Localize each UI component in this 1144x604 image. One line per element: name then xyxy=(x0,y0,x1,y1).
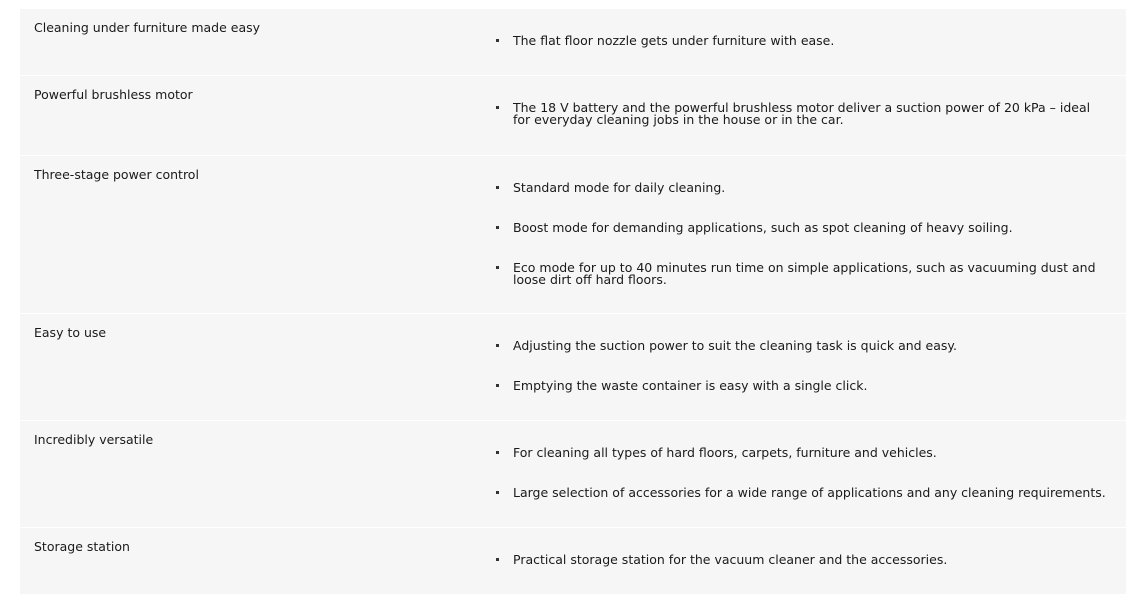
feature-bullet-text: Large selection of accessories for a wide range of applications and any cleaning requirements. xyxy=(513,485,1106,500)
bullet-icon xyxy=(496,106,499,109)
bullet-icon xyxy=(496,384,499,387)
feature-title: Cleaning under furniture made easy xyxy=(34,20,261,35)
feature-row-cleaning-under-furniture xyxy=(20,9,1126,76)
feature-bullet-text: Boost mode for demanding applications, such as spot cleaning of heavy soiling. xyxy=(513,220,1013,235)
feature-bullet xyxy=(480,35,1126,47)
feature-bullet-text: Adjusting the suction power to suit the cleaning task is quick and easy. xyxy=(513,338,958,353)
feature-row-brushless-motor xyxy=(20,76,1126,156)
feature-bullet-text: The flat floor nozzle gets under furniture with ease. xyxy=(513,33,835,48)
feature-bullet-text: The 18 V battery and the powerful brushless motor deliver a suction power of 20 kPa – ideal for everyday cleaning jobs in the house or in the car. xyxy=(513,100,1091,127)
feature-bullet xyxy=(480,102,1126,126)
feature-bullet-text: Practical storage station for the vacuum cleaner and the accessories. xyxy=(513,552,948,567)
feature-bullet xyxy=(480,262,1126,286)
feature-row-power-control xyxy=(20,156,1126,314)
feature-bullet-text: Eco mode for up to 40 minutes run time on simple applications, such as vacuuming dust and loose dirt off hard floors. xyxy=(513,260,1096,287)
bullet-icon xyxy=(496,344,499,347)
bullet-icon xyxy=(496,226,499,229)
feature-bullet xyxy=(480,554,1126,566)
feature-bullet-list xyxy=(480,528,1126,594)
feature-bullet-text: For cleaning all types of hard floors, carpets, furniture and vehicles. xyxy=(513,445,937,460)
feature-bullet xyxy=(480,222,1126,234)
bullet-icon xyxy=(496,558,499,561)
bullet-icon xyxy=(496,266,499,269)
feature-bullet-list xyxy=(480,421,1126,527)
feature-bullet xyxy=(480,487,1126,499)
feature-bullet xyxy=(480,182,1126,194)
feature-title: Storage station xyxy=(34,539,130,554)
bullet-icon xyxy=(496,186,499,189)
feature-bullet xyxy=(480,340,1126,352)
feature-row-storage-station xyxy=(20,528,1126,595)
feature-bullet xyxy=(480,380,1126,392)
feature-bullet-text: Standard mode for daily cleaning. xyxy=(513,180,726,195)
feature-bullet-list xyxy=(480,76,1126,155)
bullet-icon xyxy=(496,39,499,42)
bullet-icon xyxy=(496,451,499,454)
feature-row-easy-to-use xyxy=(20,314,1126,421)
feature-row-versatile xyxy=(20,421,1126,528)
bullet-icon xyxy=(496,491,499,494)
feature-bullet-text: Emptying the waste container is easy with a single click. xyxy=(513,378,868,393)
feature-title: Incredibly versatile xyxy=(34,432,154,447)
feature-title: Powerful brushless motor xyxy=(34,87,193,102)
feature-title: Three-stage power control xyxy=(34,167,199,182)
feature-bullet-list xyxy=(480,314,1126,420)
feature-title: Easy to use xyxy=(34,325,107,340)
feature-bullet-list xyxy=(480,156,1126,313)
feature-table xyxy=(20,9,1126,595)
feature-bullet-list xyxy=(480,9,1126,75)
feature-bullet xyxy=(480,447,1126,459)
